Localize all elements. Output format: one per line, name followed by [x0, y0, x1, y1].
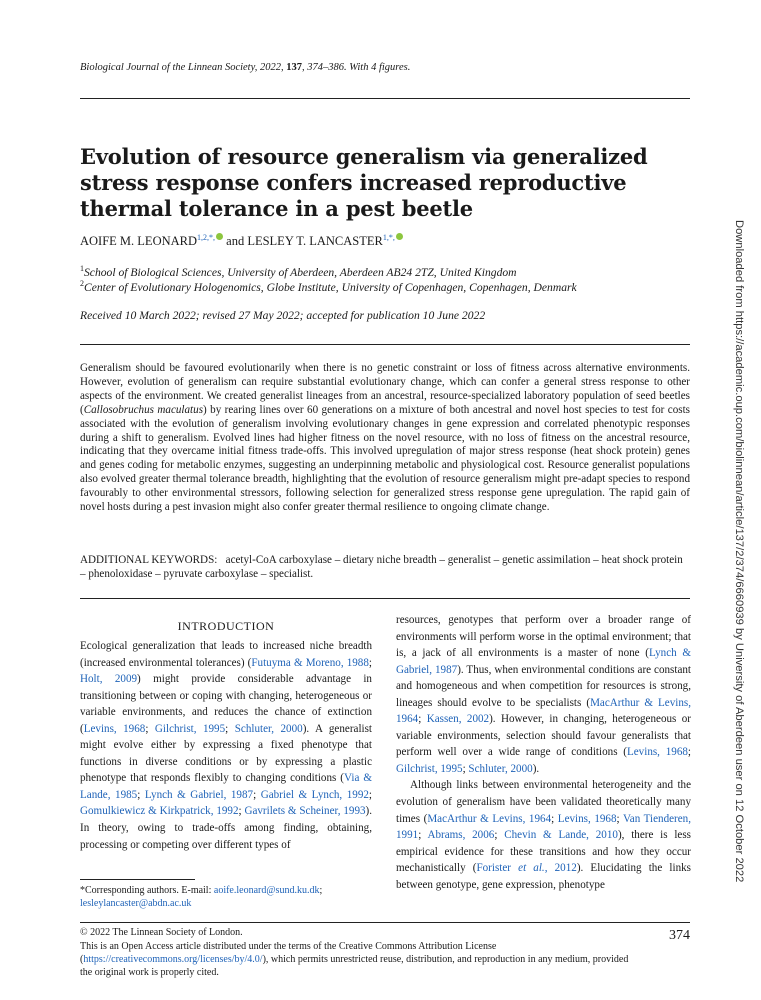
received-dates: Received 10 March 2022; revised 27 May 2022; accepted for publication 10 June 2022 [80, 309, 486, 322]
body-text: ). In theory, owing to trade-offs among finding, obtaining, processing or competing over different types of [80, 805, 373, 851]
body-text: Although links between environmental heterogeneity and the evolution of generalism have been validated theoretically many times ( [396, 779, 691, 825]
species-name: Callosobruchus maculatus [83, 403, 204, 416]
citation-link[interactable]: Lynch & Gabriel, 1987 [144, 788, 254, 801]
license-text [80, 940, 640, 979]
citation-author[interactable]: Forister [476, 862, 519, 875]
affiliation-text: School of Biological Sciences, University of Aberdeen, Aberdeen AB24 2TZ, United Kingdom [84, 265, 517, 279]
citation-link[interactable]: Gilchrist, 1995 [154, 722, 226, 735]
body-text: ). A generalist might evolve either by expressing a fixed phenotype that functions in diverse conditions or by expressing a plastic phenotype that responds flexibly to changing conditions ( [80, 722, 373, 785]
orcid-icon[interactable] [216, 233, 223, 240]
citation-link[interactable]: MacArthur & Levins, 1964 [427, 812, 552, 825]
journal-citation [80, 62, 700, 73]
footer-divider [80, 922, 690, 923]
correspondence-note [80, 884, 380, 910]
footnote-divider [80, 879, 195, 880]
body-text: ; [253, 788, 261, 801]
body-text: ; [368, 656, 372, 669]
copyright: © 2022 The Linnean Society of London. [80, 927, 243, 938]
orcid-icon[interactable] [396, 233, 403, 240]
affiliation-2 [80, 279, 700, 294]
license-link[interactable]: https://creativecommons.org/licenses/by/4.0/ [83, 954, 263, 965]
keywords-label: ADDITIONAL KEYWORDS: [80, 554, 218, 566]
intro-left-column [80, 638, 372, 853]
citation-link[interactable]: Levins, 1968 [557, 812, 617, 825]
abstract-text: ) by rearing lines over 60 generations on a mixture of both ancestral and novel host species to test for costs associated with the evolution of generalism involving evolutionary changes in gene expression and correlated phenotypic responses during a shift to generalism. Evolved lines had higher fitness on the novel resource, with no loss of fitness on the ancestral resource, indicating that they overcame initial fitness trade-offs. This involved upregulation of major stress response (heat shock protein) genes and genes coding for metabolic enzymes, suggesting an underpinning metabolic and physiological cost. Resource generalist populations also evolved greater thermal tolerance breadth, highlighting that the evolution of resource generalism might pre-adapt species to respond favourably to other environmental stressors, following selection for generalized stress response gene upregulation. The rapid gain of novel hosts during a pest invasion might also confer greater thermal resilience to ongoing climate change. [80, 403, 690, 514]
citation-link[interactable]: Futuyma & Moreno, 1988 [251, 656, 369, 669]
keywords-text: acetyl-CoA carboxylase – dietary niche breadth – generalist – genetic assimilation – heat shock protein – phenoloxidase – pyruvate carboxylase – specialist. [80, 554, 683, 580]
body-text: ). Elucidating the links between genotype, gene expression, phenotype [396, 862, 691, 891]
body-text: ) might provide considerable advantage in transitioning between or coping with changing, heterogeneous or variable environments, and reduces the chance of extinction ( [80, 673, 372, 735]
citation-link[interactable] [476, 862, 576, 874]
body-text: ; [137, 788, 145, 801]
citation-link[interactable]: Levins, 1968 [626, 746, 688, 759]
citation-link[interactable]: Van Tienderen, 1991 [396, 812, 691, 842]
author-2-affil[interactable]: 1,*, [382, 233, 395, 242]
keywords-divider [80, 598, 690, 599]
affiliation-1 [80, 264, 700, 279]
body-text: ; [418, 713, 427, 726]
body-text: ; [687, 746, 692, 759]
journal-pages: , 374–386. With 4 figures. [301, 62, 411, 73]
journal-name: Biological Journal of the Linnean Society [80, 62, 255, 73]
body-text: ; [551, 812, 558, 825]
citation-link[interactable]: Gomulkiewicz & Kirkpatrick, 1992 [80, 805, 239, 818]
body-text: resources, genotypes that perform over a broader range of environments will perform worse in the optimal environment; that is, a jack of all environments is a master of none ( [396, 614, 691, 660]
download-watermark: Downloaded from https://academic.oup.com/biolinnean/article/137/2/374/6660939 by University of Aberdeen user on 12 October 2022 [733, 220, 745, 883]
license-part: This is an Open Access article distributed under the terms of the Creative Commons Attribution License ( [80, 941, 497, 965]
intro-right-column [396, 612, 691, 893]
citation-link[interactable]: Schluter, 2000 [234, 722, 303, 735]
body-text: ; [238, 805, 245, 818]
affiliation-number: 2 [80, 279, 84, 288]
body-text: ; [494, 829, 505, 842]
keywords [80, 554, 690, 582]
author-line [80, 233, 690, 249]
author-1-affil[interactable]: 1,2,*, [197, 233, 216, 242]
correspondence-label: *Corresponding authors. E-mail: [80, 885, 214, 896]
citation-year[interactable]: , 2012 [544, 862, 577, 875]
body-text: Ecological generalization that leads to increased niche breadth (increased environmental tolerances) ( [80, 640, 372, 669]
abstract-text: Generalism should be favoured evolutionarily when there is no genetic constraint or loss of fitness across alternative environments. However, evolution of generalism can require substantial evolutionary change, which can confer a general stress response to other aspects of the environment. We created generalist lineages from an ancestral, resource-specialized laboratory population of seed beetles ( [80, 362, 690, 416]
body-text: ; [225, 722, 235, 735]
header-divider [80, 98, 690, 99]
abstract [80, 362, 690, 515]
citation-etal[interactable]: et al. [518, 862, 545, 875]
separator: ; [319, 885, 323, 896]
body-text: ; [462, 762, 469, 775]
abstract-divider [80, 344, 690, 345]
email-link-2[interactable]: lesleylancaster@abdn.ac.uk [80, 898, 192, 909]
affiliation-text: Center of Evolutionary Hologenomics, Globe Institute, University of Copenhagen, Copenhagen, Denmark [84, 280, 577, 294]
citation-link[interactable]: Lynch & Gabriel, 1987 [396, 647, 691, 676]
body-text: ). However, in changing, heterogeneous or variable environments, selection should favour generalists that perform well over a wide range of conditions ( [396, 713, 692, 759]
email-link-1[interactable]: aoife.leonard@sund.ku.dk [213, 885, 320, 896]
article-title: Evolution of resource generalism via generalized stress response confers increased reproductive thermal tolerance in a pest beetle [80, 144, 648, 221]
citation-link[interactable]: Kassen, 2002 [426, 713, 490, 726]
citation-link[interactable]: Gavrilets & Scheiner, 1993 [244, 805, 366, 818]
citation-link[interactable]: Via & Lande, 1985 [80, 772, 372, 801]
body-text: ). Thus, when environmental conditions are constant and homogeneous and when competition for resources is strong, lineages should evolve to be specialists ( [396, 663, 691, 709]
citation-link[interactable]: Schluter, 2000 [468, 762, 533, 775]
author-1[interactable]: AOIFE M. LEONARD [80, 234, 198, 249]
citation-link[interactable]: Chevin & Lande, 2010 [504, 829, 618, 842]
body-text: ; [368, 788, 373, 801]
body-text: ; [616, 812, 623, 825]
author-2[interactable]: LESLEY T. LANCASTER [247, 234, 383, 249]
journal-year: , 2022, [254, 62, 287, 73]
citation-link[interactable]: MacArthur & Levins, 1964 [396, 696, 691, 726]
paragraph [396, 777, 691, 893]
body-text: ; [145, 722, 155, 735]
license-part: ), which permits unrestricted reuse, distribution, and reproduction in any medium, provided the original work is properly cited. [80, 954, 629, 978]
page-number: 374 [669, 928, 690, 943]
body-text: ). [532, 762, 540, 775]
journal-volume: 137 [286, 62, 302, 73]
author-conjunction: and [223, 234, 248, 249]
body-text: ), there is less empirical evidence for these transitions and how they occur mechanistically ( [396, 829, 691, 875]
citation-link[interactable]: Gabriel & Lynch, 1992 [260, 788, 369, 801]
paragraph [396, 612, 691, 777]
citation-link[interactable]: Gilchrist, 1995 [396, 762, 463, 775]
citation-link[interactable]: Holt, 2009 [80, 673, 138, 686]
section-heading-introduction: INTRODUCTION [177, 619, 275, 633]
citation-link[interactable]: Abrams, 2006 [427, 829, 495, 842]
body-text: ; [418, 829, 428, 842]
affiliation-number: 1 [80, 264, 84, 273]
citation-link[interactable]: Levins, 1968 [83, 722, 146, 735]
